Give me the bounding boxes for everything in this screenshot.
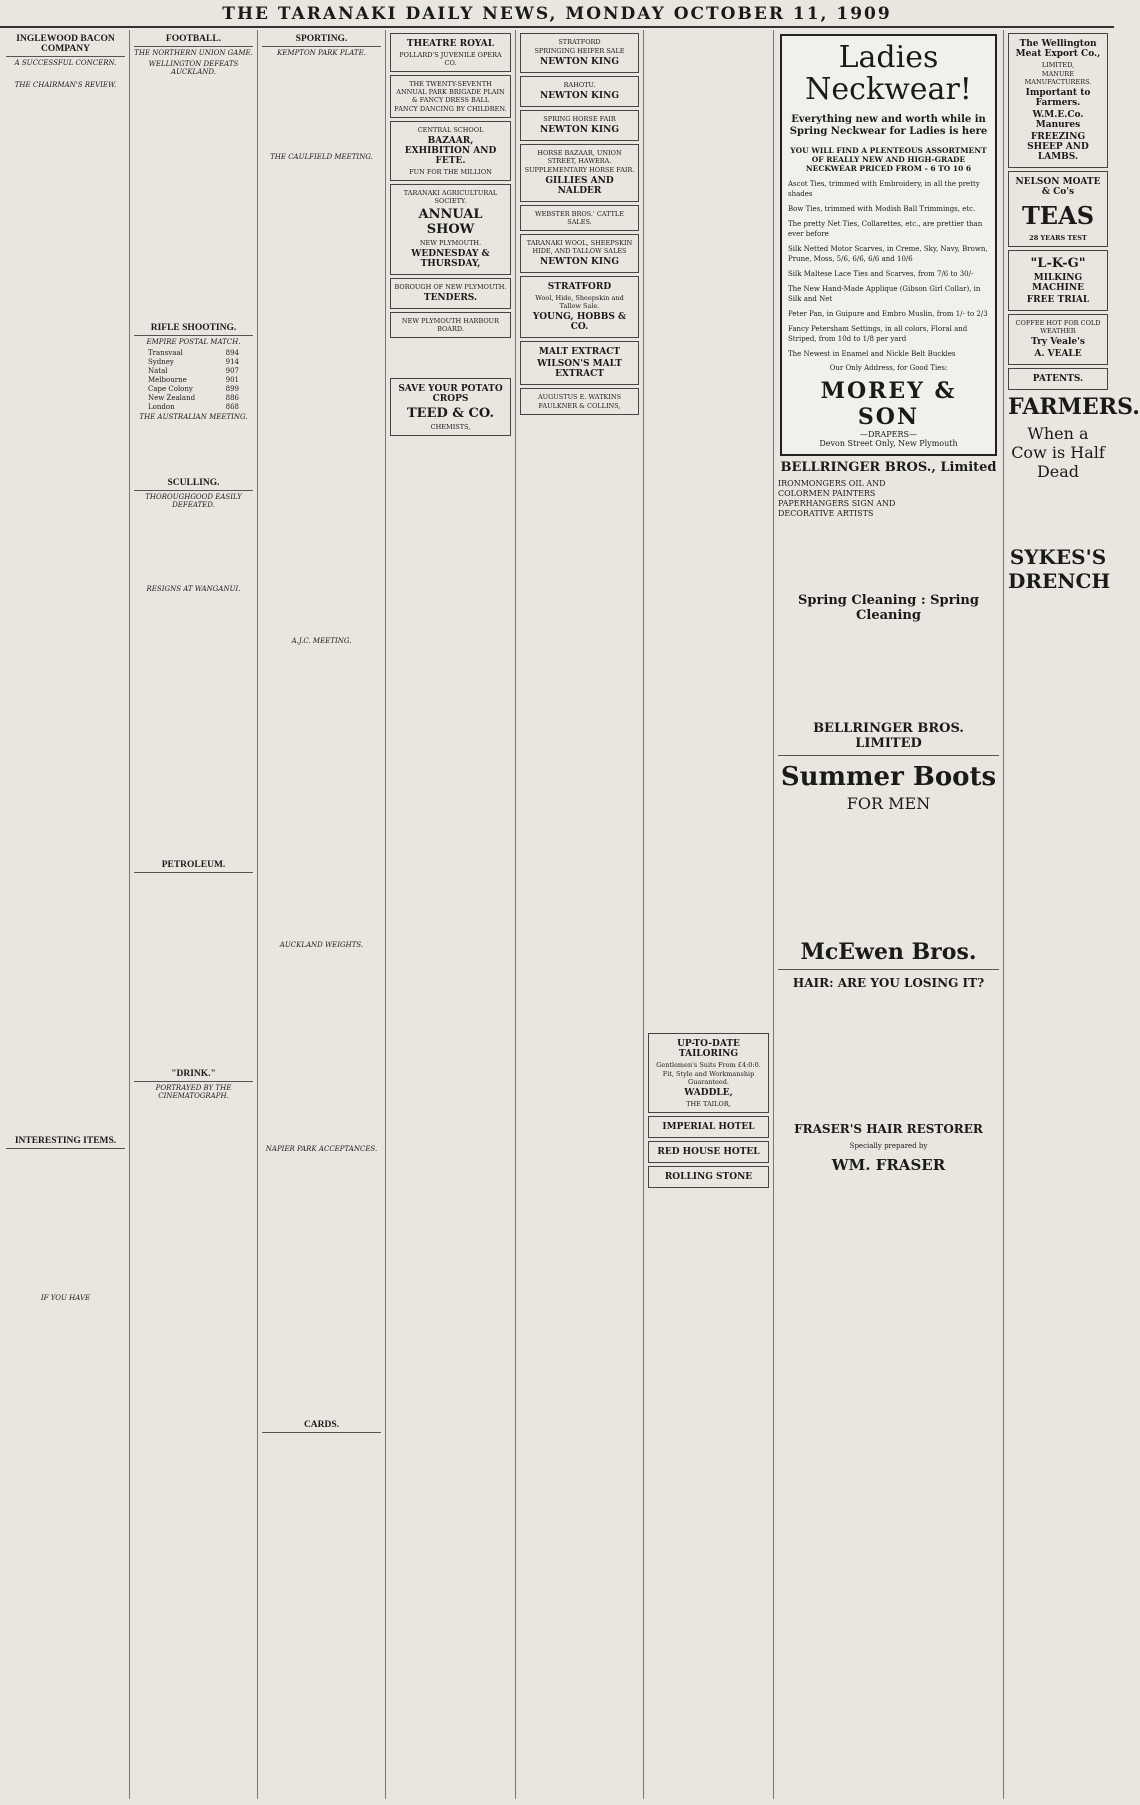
score-team: London <box>148 403 175 411</box>
article-text <box>134 512 253 582</box>
ad-bazaar: BAZAAR, EXHIBITION AND FETE. <box>404 136 497 166</box>
subhead-wellington: WELLINGTON DEFEATS AUCKLAND. <box>148 60 239 76</box>
ad-agricultural-title: TARANAKI AGRICULTURAL SOCIETY. <box>403 189 498 205</box>
ad-stratford-sub: Wool, Hide, Sheepskin and Tallow Sale. <box>535 294 624 310</box>
ad-newton-king-4: NEWTON KING <box>539 257 620 267</box>
ad-supplementary: SUPPLEMENTARY HORSE FAIR. <box>524 166 635 174</box>
article-text <box>134 596 253 856</box>
ad-potato-title: SAVE YOUR POTATO CROPS <box>398 384 503 404</box>
ad-rolling-stone-title: ROLLING STONE <box>664 1172 753 1182</box>
ad-tailoring-title: UP-TO-DATE TAILORING <box>677 1039 740 1059</box>
score-value: 899 <box>225 385 239 393</box>
lkg-title: "L-K-G" <box>1030 256 1086 271</box>
ad-watkins <box>520 388 639 415</box>
article-text <box>6 1151 125 1291</box>
column-football <box>130 30 258 1799</box>
neckwear-item: Fancy Petersham Settings, in all colors, Floral and Striped, from 10d to 1/8 per yard <box>788 325 968 343</box>
subhead-northern-union: THE NORTHERN UNION GAME. <box>134 49 253 57</box>
fraser-restorer: FRASER'S HAIR RESTORER <box>794 1122 983 1136</box>
morey-address: Devon Street Only, New Plymouth <box>819 439 958 448</box>
score-value: 914 <box>225 358 239 366</box>
ad-nelson-moate <box>1008 171 1108 247</box>
ad-ladies-neckwear <box>780 34 997 456</box>
column-inglewood <box>2 30 130 1799</box>
subhead-if-you-have: IF YOU HAVE <box>40 1294 91 1303</box>
score-team: Natal <box>148 367 168 375</box>
ad-ball-title: THE TWENTY-SEVENTH ANNUAL PARK BRIGADE PLAIN & FANCY DRESS BALL <box>396 80 505 104</box>
score-value: 868 <box>225 403 239 411</box>
spring-text <box>778 627 999 717</box>
bellringer-trades: IRONMONGERS OIL AND COLORMEN PAINTERS PAPERHANGERS SIGN AND DECORATIVE ARTISTS <box>778 479 896 518</box>
meat-export-title: The Wellington Meat Export Co., <box>1015 39 1101 59</box>
ad-hawera <box>520 144 639 202</box>
veale-name: A. VEALE <box>1034 349 1082 359</box>
ad-borough-title: BOROUGH OF NEW PLYMOUTH. <box>394 283 507 291</box>
ad-wool <box>520 234 639 273</box>
lkg-milking: MILKING MACHINE <box>1032 273 1084 293</box>
ad-young-hobbs: YOUNG, HOBBS & CO. <box>532 312 627 332</box>
half-dead: When a Cow is Half Dead <box>1011 424 1105 481</box>
ladies-lead: Everything new and worth while in Spring Neckwear for Ladies is here <box>789 114 988 137</box>
ad-teed: TEED & CO. <box>407 406 494 421</box>
headline-rifle: RIFLE SHOOTING. <box>134 323 253 336</box>
ad-tailoring <box>648 1033 769 1113</box>
score-team: Melbourne <box>148 376 187 384</box>
subhead-kempton: KEMPTON PARK PLATE. <box>277 49 366 57</box>
summer-boots-sub: FOR MEN <box>846 794 931 813</box>
ad-show-days: WEDNESDAY & THURSDAY, <box>411 249 490 269</box>
ad-patents <box>1008 368 1108 390</box>
score-value: 901 <box>225 376 239 384</box>
column-display-ads <box>774 30 1004 1799</box>
ad-imperial-title: IMPERIAL HOTEL <box>662 1122 755 1132</box>
subhead-cinematograph: PORTRAYED BY THE CINEMATOGRAPH. <box>155 1084 232 1100</box>
column-classifieds <box>644 30 774 1799</box>
neckwear-item: The Newest in Enamel and Nickle Belt Buckles <box>788 350 956 358</box>
article-text <box>262 1156 381 1416</box>
neckwear-item: The New Hand-Made Applique (Gibson Girl Collar), in Silk and Net <box>788 285 981 303</box>
meat-freezing: FREEZING SHEEP AND LAMBS. <box>1027 132 1089 162</box>
headline-football: FOOTBALL. <box>134 34 253 47</box>
column-right-ads <box>1004 30 1140 1799</box>
ad-horse-fair-title: SPRING HORSE FAIR <box>543 115 616 123</box>
subhead-caulfield: THE CAULFIELD MEETING. <box>270 153 373 161</box>
ad-stratford-title: STRATFORD <box>547 282 612 292</box>
headline-interesting: INTERESTING ITEMS. <box>6 1136 125 1149</box>
bellringer-1: BELLRINGER BROS., Limited <box>780 460 997 475</box>
ad-veale <box>1008 314 1108 365</box>
ad-theatre-pollard: POLLARD'S JUVENILE OPERA CO. <box>399 51 502 67</box>
neckwear-item: Silk Netted Motor Scarves, in Creme, Sky, Navy, Brown, Prune, Moss, 5/6, 6/6, 6/6 and 10/6 <box>788 245 988 263</box>
article-text <box>6 92 125 1132</box>
ad-harbour-title: NEW PLYMOUTH HARBOUR BOARD. <box>401 317 500 333</box>
headline-inglewood: INGLEWOOD BACON COMPANY <box>6 34 125 57</box>
patents-title: PATENTS. <box>1032 374 1084 384</box>
ad-imperial <box>648 1116 769 1138</box>
ad-stratford-wool <box>520 276 639 338</box>
boots-text <box>778 813 999 933</box>
lkg-free-trial: FREE TRIAL <box>1026 295 1090 305</box>
ad-wool-title: TARANAKI WOOL, SHEEPSKIN HIDE, AND TALLOW SALES <box>526 239 633 255</box>
meat-manure: MANURE MANUFACTURERS. <box>1024 70 1092 86</box>
sykes-drench: SYKES'S DRENCH <box>1008 545 1111 593</box>
ad-np: NEW PLYMOUTH. <box>419 239 482 247</box>
scores-table <box>134 349 253 412</box>
subhead-australian: THE AUSTRALIAN MEETING. <box>139 413 248 421</box>
farmers-title: FARMERS. <box>1008 394 1140 420</box>
mcewen: McEwen Bros. <box>800 939 977 965</box>
classified-text <box>648 30 769 1030</box>
summer-boots: Summer Boots <box>780 762 997 792</box>
ad-red-house <box>648 1141 769 1163</box>
ad-rahotu-title: RAHOTU. <box>563 81 596 89</box>
column-stock-sales <box>516 30 644 1799</box>
ad-red-house-title: RED HOUSE HOTEL <box>657 1147 760 1157</box>
ad-ball-dancing: FANCY DANCING BY CHILDREN. <box>394 105 507 113</box>
headline-sculling: SCULLING. <box>134 478 253 491</box>
neckwear-item: Silk Maltese Lace Ties and Scarves, from 7/6 to 30/- <box>788 270 974 278</box>
nelson-title: NELSON MOATE & Co's <box>1015 177 1101 197</box>
article-text <box>262 60 381 150</box>
ad-theatre-title: THEATRE ROYAL <box>406 39 495 49</box>
article-text <box>134 875 253 1065</box>
ad-newton-king-1: NEWTON KING <box>539 57 620 67</box>
ad-fun: FUN FOR THE MILLION <box>409 168 492 176</box>
ad-gillies: GILLIES AND NALDER <box>545 176 614 196</box>
ad-meat-export <box>1008 33 1108 168</box>
ad-borough <box>390 278 511 309</box>
ad-rolling-stone <box>648 1166 769 1188</box>
neckwear-item: Bow Ties, trimmed with Modish Ball Trimmings, etc. <box>788 205 976 213</box>
ad-central-school-title: CENTRAL SCHOOL <box>417 126 484 134</box>
ladies-items <box>788 179 989 359</box>
subhead-auckland-weights: AUCKLAND WEIGHTS. <box>279 941 364 949</box>
subhead-wanganui: RESIGNS AT WANGANUI. <box>146 585 241 593</box>
ad-faulkner: FAULKNER & COLLINS, <box>538 402 621 410</box>
ad-tenders: TENDERS. <box>423 293 478 303</box>
headline-drink: "DRINK." <box>134 1069 253 1082</box>
fraser-name: WM. FRASER <box>831 1156 946 1174</box>
ad-lkg <box>1008 250 1108 311</box>
teas-years: 28 YEARS TEST <box>1029 234 1087 242</box>
article-text <box>262 164 381 634</box>
ad-ball <box>390 75 511 118</box>
ad-potato <box>390 378 511 436</box>
ad-newton-king-2: NEWTON KING <box>539 91 620 101</box>
drench-text <box>1008 481 1108 541</box>
ad-newton-king-3: NEWTON KING <box>539 125 620 135</box>
column-theatre <box>386 30 516 1799</box>
neckwear-item: Ascot Ties, trimmed with Embroidery, in all the pretty shades <box>788 180 980 198</box>
ad-webster <box>520 205 639 231</box>
subhead-napier: NAPIER PARK ACCEPTANCES. <box>265 1145 378 1153</box>
ad-wilson: WILSON'S MALT EXTRACT <box>537 359 622 379</box>
bellringer-2: BELLRINGER BROS. LIMITED <box>813 721 964 751</box>
score-team: Transvaal <box>148 349 183 357</box>
ad-tailoring-price: Gentlemen's Suits From £4:0:0. <box>656 1061 761 1069</box>
spring-cleaning: Spring Cleaning : Spring Cleaning <box>798 593 979 623</box>
ad-malt-title: MALT EXTRACT <box>538 347 621 357</box>
ad-hawera-title: HORSE BAZAAR, UNION STREET, HAWERA. <box>537 149 622 165</box>
score-value: 886 <box>225 394 239 402</box>
score-value: 894 <box>225 349 239 357</box>
article-text <box>6 70 125 78</box>
meat-manures: W.M.E.Co. Manures <box>1032 110 1084 130</box>
ad-annual-show: ANNUAL SHOW <box>418 207 483 237</box>
subhead-chairman: THE CHAIRMAN'S REVIEW. <box>14 81 117 90</box>
masthead: THE TARANAKI DAILY NEWS, MONDAY OCTOBER 11, 1909 <box>0 4 1114 28</box>
score-team: Sydney <box>148 358 174 366</box>
neckwear-item: The pretty Net Ties, Collarettes, etc., are prettier than ever before <box>788 220 983 238</box>
meat-limited: LIMITED, <box>1041 61 1075 69</box>
subhead-empire-postal: EMPIRE POSTAL MATCH. <box>146 338 241 346</box>
ad-waddle: WADDLE, <box>684 1088 733 1098</box>
article-text <box>134 79 253 319</box>
ad-heifer <box>520 33 639 73</box>
article-text <box>134 424 253 474</box>
ladies-note: Our Only Address, for Good Ties: <box>829 364 948 372</box>
score-value: 907 <box>225 367 239 375</box>
teas-title: TEAS <box>1021 201 1095 230</box>
ad-horse-fair <box>520 110 639 141</box>
ad-watkins-title: AUGUSTUS E. WATKINS <box>537 393 622 401</box>
subhead-successful: A SUCCESSFUL CONCERN. <box>14 59 117 67</box>
headline-cards: CARDS. <box>262 1420 381 1433</box>
ad-theatre <box>390 33 511 72</box>
ad-the-tailor: THE TAILOR, <box>686 1100 731 1108</box>
ad-heifer-place: STRATFORD <box>558 38 601 46</box>
headline-sporting: SPORTING. <box>262 34 381 47</box>
subhead-thoroughgood: THOROUGHGOOD EASILY DEFEATED. <box>145 493 242 509</box>
ad-central-school <box>390 121 511 181</box>
ad-agricultural <box>390 184 511 275</box>
ladies-title: Ladies Neckwear! <box>805 40 972 107</box>
ad-webster-title: WEBSTER BROS.' CATTLE SALES. <box>534 210 624 226</box>
ad-malt <box>520 341 639 385</box>
article-text <box>262 648 381 938</box>
ad-heifer-title: SPRINGING HEIFER SALE <box>534 47 625 55</box>
fraser-prepared: Specially prepared by <box>849 1142 928 1150</box>
column-sporting <box>258 30 386 1799</box>
bellringer-text <box>778 519 999 589</box>
hair-text <box>778 996 999 1116</box>
morey-drapers: —DRAPERS— <box>860 430 917 439</box>
meat-important: Important to Farmers. <box>1025 88 1091 108</box>
hair-title: HAIR: ARE YOU LOSING IT? <box>792 976 985 990</box>
ad-harbour <box>390 312 511 338</box>
ladies-sub: YOU WILL FIND A PLENTEOUS ASSORTMENT OF REALLY NEW AND HIGH-GRADE NECKWEAR PRICED FROM - 6 TO 10 6 <box>790 146 987 173</box>
ad-tailoring-fit: Fit, Style and Workmanship Guaranteed. <box>662 1070 755 1086</box>
morey-son: MOREY & SON <box>820 378 957 430</box>
score-team: Cape Colony <box>148 385 193 393</box>
neckwear-item: Peter Pan, in Guipure and Embro Muslin, from 1/- to 2/3 <box>788 310 988 318</box>
headline-petroleum: PETROLEUM. <box>134 860 253 873</box>
ad-rahotu <box>520 76 639 107</box>
article-text <box>262 952 381 1142</box>
score-team: New Zealand <box>148 394 196 402</box>
subhead-ajc: A.J.C. MEETING. <box>291 637 352 645</box>
veale-coffee: COFFEE HOT FOR COLD WEATHER <box>1015 319 1101 335</box>
ad-chemists: CHEMISTS, <box>430 423 471 431</box>
veale-try: Try Veale's <box>1031 337 1085 347</box>
